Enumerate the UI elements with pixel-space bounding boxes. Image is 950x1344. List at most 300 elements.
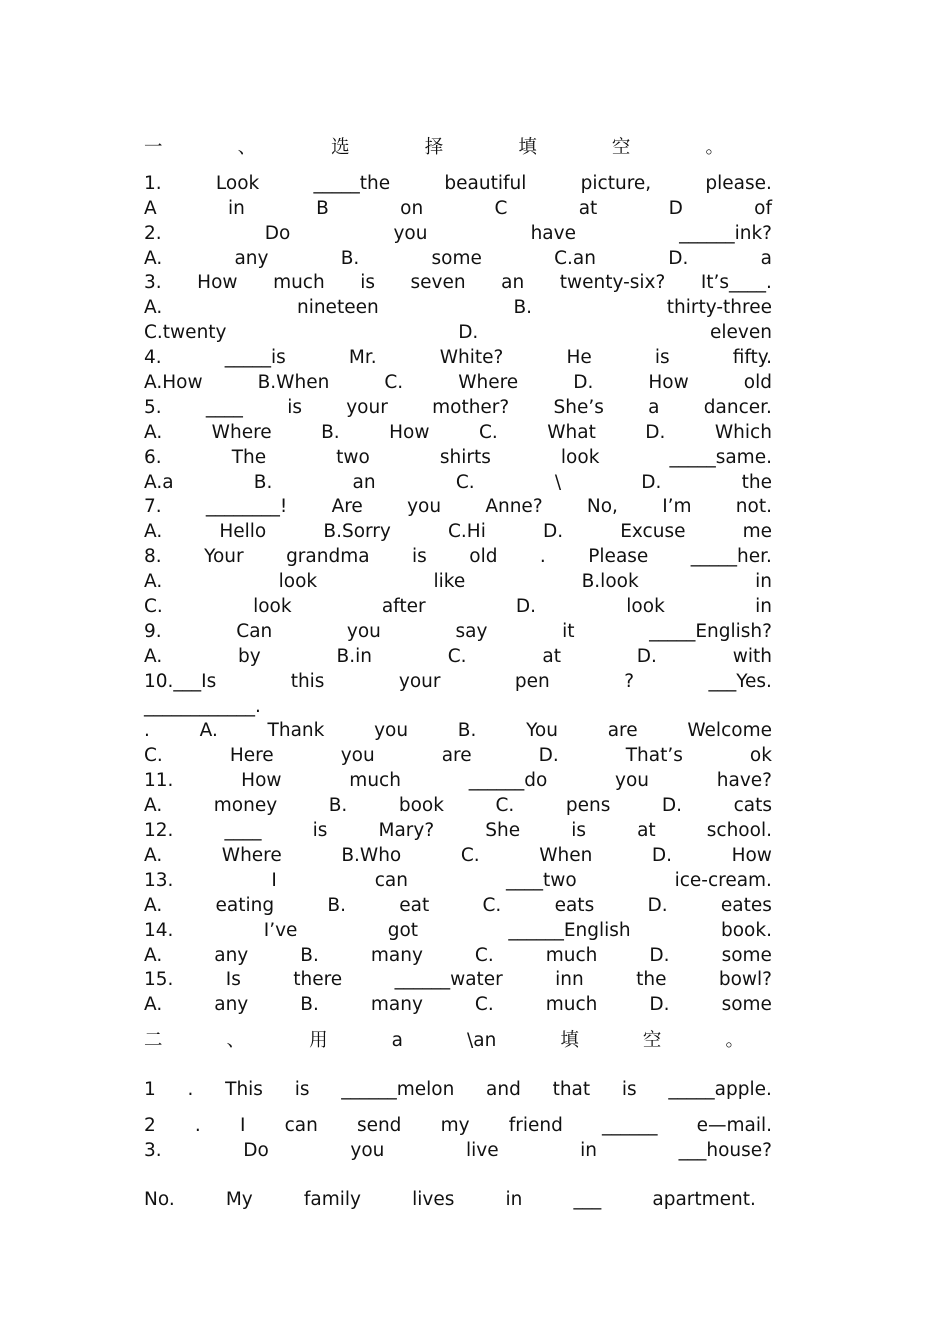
- word: B.: [300, 994, 319, 1016]
- word: in: [505, 1188, 523, 1210]
- word: is: [571, 820, 586, 842]
- word: Is: [225, 969, 241, 991]
- question-line: [144, 620, 772, 645]
- word: .: [194, 1114, 201, 1136]
- word: B.: [457, 720, 477, 742]
- heading-char: \an: [467, 1030, 497, 1052]
- question-line: [144, 520, 772, 545]
- word: is: [360, 272, 376, 294]
- word: B.: [513, 297, 533, 319]
- word: _____the: [313, 172, 391, 194]
- word: 3.: [144, 272, 162, 294]
- word: B.: [300, 944, 319, 966]
- word: I’m: [662, 496, 692, 518]
- heading-char: 择: [424, 137, 444, 158]
- word: D.: [661, 795, 683, 817]
- question-line: [144, 894, 772, 919]
- word: look: [253, 596, 292, 618]
- question-line: [144, 247, 772, 272]
- word: the: [741, 471, 772, 493]
- word: Which: [714, 421, 772, 443]
- word: school.: [706, 820, 772, 842]
- word: by: [238, 645, 261, 667]
- word: Look: [215, 172, 260, 194]
- question-line: [144, 471, 772, 496]
- word: at: [542, 645, 561, 667]
- word: \: [554, 471, 562, 493]
- word: have?: [716, 770, 772, 792]
- section2-heading: [144, 1029, 744, 1054]
- word: .: [144, 720, 150, 742]
- word: Hello: [219, 521, 267, 543]
- word: old: [469, 546, 498, 568]
- word: bowl?: [718, 969, 772, 991]
- word: some: [721, 994, 772, 1016]
- word: thirty-three: [666, 297, 772, 319]
- word: look: [278, 571, 318, 593]
- question-line: [144, 919, 772, 944]
- question-line: [144, 744, 772, 769]
- word: 11.: [144, 770, 174, 792]
- word: B: [316, 197, 329, 219]
- word: C.: [474, 994, 494, 1016]
- word: twenty-six?: [559, 272, 666, 294]
- word: can: [374, 869, 408, 891]
- word: my: [440, 1114, 470, 1136]
- word: eat: [399, 894, 430, 916]
- question-line: [144, 719, 772, 744]
- word: D.: [636, 645, 657, 667]
- word: an: [501, 272, 525, 294]
- word: ____: [224, 820, 262, 842]
- word: is: [312, 820, 328, 842]
- question-line: [144, 769, 772, 794]
- word: C.: [384, 372, 404, 394]
- word: in: [755, 596, 772, 618]
- word: .: [187, 1079, 194, 1101]
- word: ____: [205, 396, 243, 418]
- word: She: [485, 820, 521, 842]
- word: is: [294, 1079, 310, 1101]
- worksheet: [144, 136, 772, 1213]
- word: D.: [515, 596, 537, 618]
- word: some: [721, 944, 772, 966]
- word: _____is: [224, 347, 286, 369]
- word: your: [346, 396, 388, 418]
- word: cats: [733, 795, 772, 817]
- word: C.: [460, 844, 480, 866]
- word: .: [539, 546, 546, 568]
- word: _____English?: [649, 620, 772, 642]
- word: _____her.: [690, 546, 772, 568]
- word: got: [387, 919, 419, 941]
- word: please.: [705, 172, 772, 194]
- word: you: [615, 770, 650, 792]
- question-line: [144, 421, 772, 446]
- word: B.When: [257, 372, 330, 394]
- word: No,: [586, 496, 618, 518]
- word: dancer.: [703, 396, 772, 418]
- word: B.: [328, 795, 348, 817]
- word: book: [398, 795, 444, 817]
- word: at: [637, 820, 656, 842]
- heading-char: 二: [144, 1030, 163, 1052]
- word: you: [350, 1139, 385, 1161]
- word: A.: [144, 521, 163, 543]
- word: old: [743, 372, 772, 394]
- word: you: [346, 620, 381, 642]
- question-line: [144, 296, 772, 321]
- section2-question-2: [144, 1114, 772, 1139]
- word: 10.___Is: [144, 670, 217, 692]
- word: pen: [514, 670, 550, 692]
- word: A.: [144, 994, 163, 1016]
- word: look: [560, 446, 600, 468]
- question-line: [144, 968, 772, 993]
- word: A.: [144, 894, 163, 916]
- word: A.: [144, 571, 163, 593]
- word: C.: [482, 894, 502, 916]
- word: I: [271, 869, 277, 891]
- word: 7.: [144, 496, 162, 518]
- word: in: [755, 571, 772, 593]
- heading-char: 、: [226, 1030, 246, 1052]
- word: many: [370, 944, 423, 966]
- word: of: [754, 197, 772, 219]
- word: A.: [144, 795, 163, 817]
- word: No.: [144, 1188, 175, 1210]
- section2-question-3-answer: [144, 1188, 756, 1213]
- word: It’s____.: [700, 272, 772, 294]
- word: I: [239, 1114, 246, 1136]
- word: Where: [211, 421, 272, 443]
- question-line: [144, 670, 772, 695]
- word: A.How: [144, 372, 203, 394]
- word: B.Who: [341, 844, 402, 866]
- word: you: [374, 720, 409, 742]
- word: ___: [573, 1188, 602, 1210]
- word: this: [290, 670, 325, 692]
- word: much: [545, 994, 598, 1016]
- word: an: [352, 471, 376, 493]
- word: C: [494, 197, 508, 219]
- word: eating: [215, 894, 275, 916]
- word: How: [389, 421, 430, 443]
- heading-char: a: [391, 1030, 403, 1052]
- word: shirts: [439, 446, 491, 468]
- word: any: [234, 247, 269, 269]
- word: some: [431, 247, 482, 269]
- word: your: [398, 670, 441, 692]
- word: there: [293, 969, 343, 991]
- word: C.: [474, 944, 494, 966]
- word: A.a: [144, 471, 174, 493]
- word: How: [648, 372, 689, 394]
- word: any: [214, 944, 249, 966]
- word: look: [626, 596, 665, 618]
- word: C.an: [554, 247, 596, 269]
- word: B.: [321, 421, 340, 443]
- word: 3.: [144, 1139, 162, 1161]
- word: and: [486, 1079, 521, 1101]
- word: A.: [144, 645, 163, 667]
- word: have: [530, 222, 576, 244]
- word: two: [336, 446, 370, 468]
- section2-question-1: [144, 1078, 772, 1103]
- question-line: [144, 172, 772, 197]
- word: seven: [410, 272, 466, 294]
- word: A.: [144, 421, 163, 443]
- word: is: [412, 546, 427, 568]
- word: D.: [458, 322, 479, 344]
- word: much: [273, 272, 325, 294]
- word: He: [566, 347, 592, 369]
- word: _____apple.: [668, 1079, 772, 1101]
- word: like: [433, 571, 466, 593]
- word: D.: [651, 844, 673, 866]
- word: Anne?: [485, 496, 543, 518]
- word: send: [356, 1114, 402, 1136]
- section1-heading: [144, 136, 724, 161]
- word: much: [349, 770, 401, 792]
- word: White?: [439, 347, 504, 369]
- word: 1: [144, 1079, 156, 1101]
- word: You: [526, 720, 558, 742]
- word: the: [636, 969, 667, 991]
- word: at: [578, 197, 598, 219]
- word: 1.: [144, 172, 162, 194]
- word: D.: [649, 994, 670, 1016]
- heading-char: 填: [560, 1030, 579, 1052]
- word: She’s: [553, 396, 604, 418]
- word: A.: [144, 247, 163, 269]
- question-line: [144, 396, 772, 421]
- word: This: [225, 1079, 263, 1101]
- word: Where: [221, 844, 282, 866]
- word: C.: [144, 596, 163, 618]
- word: C.Hi: [447, 521, 486, 543]
- word: C.: [495, 795, 515, 817]
- word: D.: [647, 894, 668, 916]
- word: any: [214, 994, 249, 1016]
- question-line: [144, 993, 772, 1018]
- word: 2: [144, 1114, 156, 1136]
- word: 9.: [144, 620, 162, 642]
- word: inn: [555, 969, 584, 991]
- word: you: [393, 222, 428, 244]
- word: A: [144, 197, 157, 219]
- word: are: [607, 720, 638, 742]
- word: is: [654, 347, 670, 369]
- question-line: [144, 321, 772, 346]
- word: What: [547, 421, 596, 443]
- word: B.: [327, 894, 346, 916]
- word: me: [742, 521, 772, 543]
- word: ____two: [505, 869, 577, 891]
- question-line: [144, 495, 772, 520]
- heading-char: 。: [725, 1030, 744, 1052]
- word: 14.: [144, 919, 174, 941]
- word: 13.: [144, 869, 174, 891]
- word: B.: [340, 247, 360, 269]
- word: C.: [478, 421, 498, 443]
- word: How: [241, 770, 282, 792]
- question-line: [144, 271, 772, 296]
- word: C.: [447, 645, 467, 667]
- word: D.: [573, 372, 594, 394]
- word: picture,: [580, 172, 652, 194]
- word: eleven: [710, 322, 772, 344]
- word: D.: [668, 247, 689, 269]
- word: A.: [144, 297, 163, 319]
- word: D.: [645, 421, 666, 443]
- word: in: [580, 1139, 598, 1161]
- word: 5.: [144, 396, 162, 418]
- word: ice-cream.: [674, 869, 772, 891]
- word: after: [381, 596, 426, 618]
- question-line: [144, 869, 772, 894]
- word: are: [441, 745, 472, 767]
- heading-char: 用: [309, 1030, 328, 1052]
- word: book.: [720, 919, 772, 941]
- word: ______melon: [341, 1079, 455, 1101]
- question-line: [144, 819, 772, 844]
- heading-char: 空: [642, 1030, 662, 1052]
- word: D: [668, 197, 683, 219]
- word: beautiful: [444, 172, 527, 194]
- word: Here: [229, 745, 274, 767]
- word: ?: [624, 670, 635, 692]
- word: Can: [236, 620, 273, 642]
- question-line: [144, 570, 772, 595]
- heading-char: 、: [237, 137, 257, 158]
- word: Do: [243, 1139, 269, 1161]
- word: 8.: [144, 546, 162, 568]
- word: C.: [455, 471, 475, 493]
- heading-char: 空: [611, 137, 631, 158]
- word: ______do: [468, 770, 548, 792]
- word: C.: [144, 745, 163, 767]
- word: say: [455, 620, 488, 642]
- word: How: [731, 844, 772, 866]
- word: Do: [264, 222, 291, 244]
- word: apartment.: [652, 1188, 756, 1210]
- word: Welcome: [687, 720, 772, 742]
- section1-questions: [144, 172, 772, 1018]
- word: D.: [538, 745, 559, 767]
- question-line: [144, 794, 772, 819]
- question-line: [144, 197, 772, 222]
- word: mother?: [432, 396, 510, 418]
- question-line: [144, 545, 772, 570]
- word: D.: [542, 521, 564, 543]
- word: nineteen: [296, 297, 379, 319]
- word: B.Sorry: [323, 521, 391, 543]
- word: C.twenty: [144, 322, 227, 344]
- heading-char: 一: [144, 137, 163, 158]
- word: _____same.: [669, 446, 772, 468]
- word: grandma: [286, 546, 370, 568]
- word: 12.: [144, 820, 174, 842]
- question-line: [144, 944, 772, 969]
- word: friend: [508, 1114, 563, 1136]
- word: is: [621, 1079, 637, 1101]
- word: ___Yes.: [708, 670, 772, 692]
- word: much: [545, 944, 598, 966]
- word: live: [465, 1139, 499, 1161]
- word: A.: [144, 844, 163, 866]
- word: ______English: [508, 919, 631, 941]
- word: ___house?: [678, 1139, 772, 1161]
- word: ____________.: [144, 695, 261, 717]
- word: ______water: [394, 969, 503, 991]
- word: that: [552, 1079, 591, 1101]
- word: eates: [720, 894, 772, 916]
- question-line: [144, 371, 772, 396]
- word: ok: [749, 745, 772, 767]
- word: eats: [554, 894, 595, 916]
- question-line: [144, 844, 772, 869]
- word: fifty.: [732, 347, 772, 369]
- question-line: [144, 222, 772, 247]
- word: A.: [144, 944, 163, 966]
- word: 4.: [144, 347, 162, 369]
- word: Mr.: [348, 347, 377, 369]
- word: a: [760, 247, 772, 269]
- question-line: [144, 695, 772, 720]
- word: B.: [253, 471, 273, 493]
- word: Your: [204, 546, 244, 568]
- word: in: [227, 197, 245, 219]
- word: ________!: [205, 496, 288, 518]
- word: money: [213, 795, 278, 817]
- heading-char: 填: [518, 137, 537, 158]
- word: many: [370, 994, 423, 1016]
- word: 2.: [144, 222, 162, 244]
- heading-char: 选: [331, 137, 350, 158]
- word: lives: [412, 1188, 455, 1210]
- word: D.: [649, 944, 670, 966]
- word: The: [231, 446, 267, 468]
- word: family: [303, 1188, 361, 1210]
- word: My: [225, 1188, 253, 1210]
- word: D.: [641, 471, 662, 493]
- word: on: [400, 197, 424, 219]
- word: e—mail.: [696, 1114, 772, 1136]
- heading-char: 。: [705, 137, 724, 158]
- word: a: [648, 396, 660, 418]
- word: I’ve: [263, 919, 298, 941]
- word: you: [340, 745, 375, 767]
- question-line: [144, 595, 772, 620]
- word: is: [287, 396, 302, 418]
- word: Thank: [267, 720, 325, 742]
- word: Where: [458, 372, 519, 394]
- word: B.in: [336, 645, 372, 667]
- word: Please: [588, 546, 649, 568]
- word: 6.: [144, 446, 162, 468]
- question-line: [144, 346, 772, 371]
- section2-question-3: [144, 1139, 772, 1164]
- word: A.: [199, 720, 218, 742]
- word: Mary?: [378, 820, 435, 842]
- word: 15.: [144, 969, 174, 991]
- question-line: [144, 446, 772, 471]
- word: B.look: [581, 571, 639, 593]
- word: ______: [601, 1114, 658, 1136]
- word: Are: [331, 496, 363, 518]
- word: it: [562, 620, 575, 642]
